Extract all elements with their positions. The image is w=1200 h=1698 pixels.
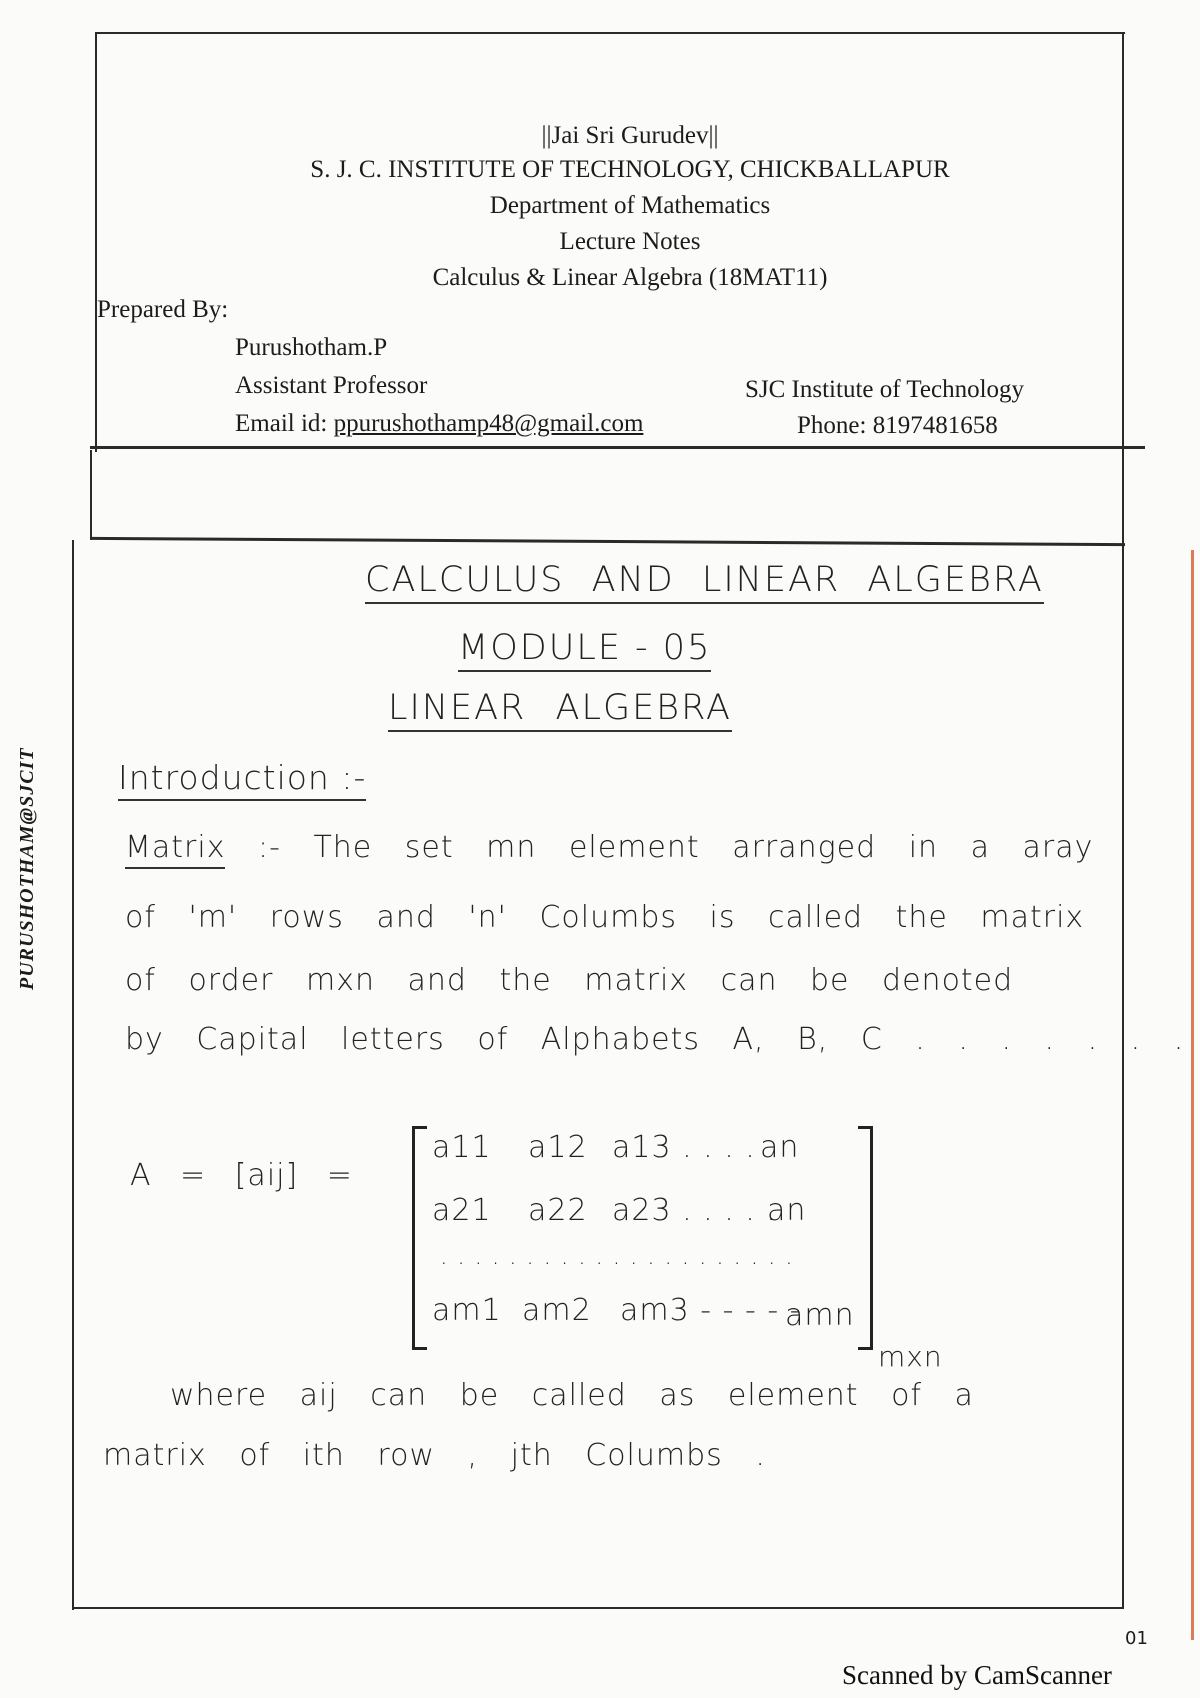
topic-heading [388, 688, 732, 728]
course-title: Calculus & Linear Algebra (18MAT11) [432, 264, 828, 291]
header-divider [90, 446, 1145, 449]
scan-edge [1191, 550, 1194, 1640]
motto: ||Jai Sri Gurudev|| [541, 122, 719, 149]
matrix-cell-r4c1: am1 [432, 1293, 502, 1328]
scanner-watermark: Scanned by CamScanner [842, 1660, 1112, 1690]
department: Department of Mathematics [489, 192, 771, 219]
where-line-2: matrix of ith row , jth Columbs . [103, 1438, 766, 1473]
matrix-cell-r1c2: a12 [528, 1130, 588, 1165]
matrix-left-bracket [412, 1126, 427, 1350]
content-divider [90, 537, 1125, 546]
matrix-cell-r1c1: a11 [432, 1130, 492, 1165]
prepared-by-label: Prepared By: [97, 296, 229, 323]
email-label: Email id: [235, 410, 328, 437]
intro-heading-text: Introduction :- [118, 758, 366, 801]
matrix-cell-r2c4: an [767, 1193, 807, 1228]
where-line-1: where aij can be called as element of a [170, 1378, 974, 1413]
matrix-def-line-2: of 'm' rows and 'n' Columbs is called the matrix [125, 900, 1085, 935]
matrix-label: Matrix [125, 830, 225, 869]
matrix-right-bracket [858, 1126, 873, 1350]
frame-top [95, 32, 1125, 34]
frame-bottom [72, 1607, 1124, 1609]
matrix-cell-r4c2: am2 [522, 1293, 592, 1328]
content-title-text: CALCULUS AND LINEAR ALGEBRA [365, 560, 1044, 604]
matrix-order: mxn [878, 1340, 943, 1373]
matrix-equation-lhs: A = [aij] = [130, 1158, 353, 1193]
module-heading-text: MODULE - 05 [458, 628, 711, 672]
content-left-rule [72, 540, 74, 1610]
matrix-cell-r2c1: a21 [432, 1193, 492, 1228]
side-watermark: PURUSHOTHAM@SJCIT [16, 747, 38, 990]
left-rule [90, 450, 92, 540]
matrix-cell-r4c3: am3 - - - - - [620, 1293, 802, 1328]
matrix-def-line-1 [125, 830, 1125, 865]
matrix-cell-r1c4: an [760, 1130, 800, 1165]
email-row [235, 410, 643, 438]
matrix-cell-r4c4: amn [785, 1298, 855, 1333]
matrix-def-text-1: :- The set mn element arranged in a aray [258, 830, 1094, 865]
topic-heading-text: LINEAR ALGEBRA [388, 688, 732, 732]
email-link[interactable]: ppurushothamp48@gmail.com [333, 410, 644, 437]
phone: Phone: 8197481658 [797, 412, 998, 439]
matrix-cell-r1c3: a13 . . . . [612, 1130, 756, 1165]
author-role: Assistant Professor [235, 372, 428, 399]
matrix-cell-r2c2: a22 [528, 1193, 588, 1228]
doc-type: Lecture Notes [559, 228, 701, 255]
institution-name: SJC Institute of Technology [745, 376, 1025, 403]
matrix-def-line-3: of order mxn and the matrix can be denoted [125, 963, 1014, 998]
content-title [365, 560, 1044, 600]
matrix-def-line-4: by Capital letters of Alphabets A, B, C . . . . . . . [125, 1022, 1185, 1057]
institute-name: S. J. C. INSTITUTE OF TECHNOLOGY, CHICKBALLAPUR [310, 156, 950, 183]
matrix-ellipsis-row: . . . . . . . . . . . . . . . . . . . . . [440, 1242, 794, 1270]
intro-heading [118, 758, 366, 797]
page-number: 01 [1125, 1628, 1148, 1649]
matrix-cell-r2c3: a23 . . . . . [612, 1193, 777, 1228]
module-heading [458, 628, 711, 668]
author-name: Purushotham.P [235, 334, 388, 361]
